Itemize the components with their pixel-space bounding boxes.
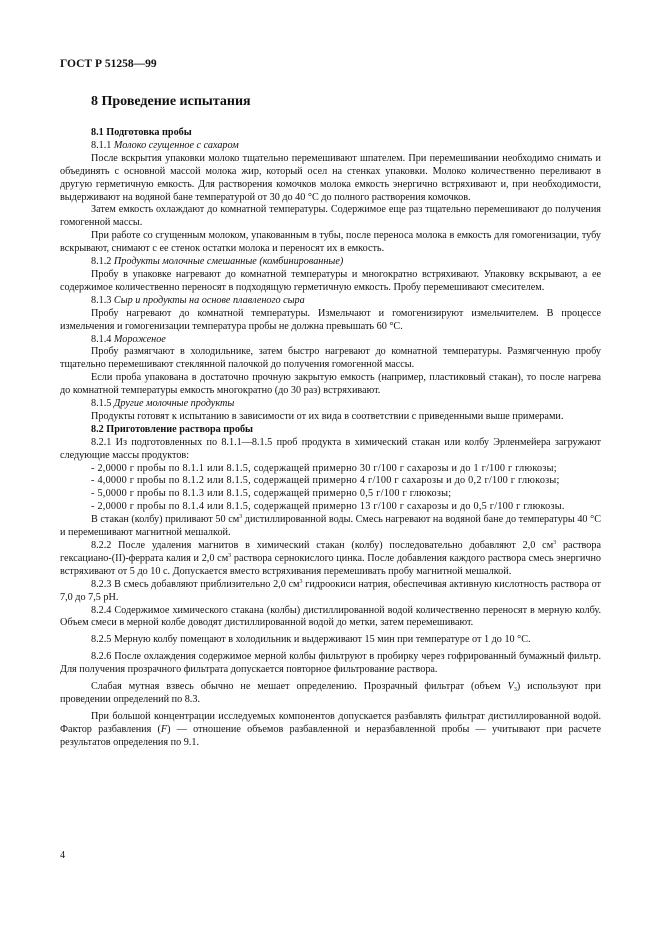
paragraph: При работе со сгущенным молоком, упакованным в тубы, после переноса молока в емкость для гомогенизации, тубу вскрывают, снимают с ее стенок остатки молока и переносят их в емкость. — [60, 230, 601, 255]
list-item: - 5,0000 г пробы по 8.1.3 или 8.1.5, содержащей примерно 0,5 г/100 г глюкозы; — [91, 488, 452, 500]
item-number: 8.1.3 — [91, 294, 114, 306]
paragraph: 8.2.5 Мерную колбу помещают в холодильник и выдерживают 15 мин при температуре от 1 до 10 °С. — [91, 634, 531, 646]
paragraph: После вскрытия упаковки молоко тщательно перемешивают шпателем. При перемешивании необходимо снимать и объединять с основной массой молока жир, который осел на стенках упаковки. Молоко количественно переливают в другую герметичную емкость. Для растворения комочков молока емкость энергично встряхивают и, при необходимости, выдерживают на водяной бане температурой от 30 до 40 °С до полного растворения комочков. — [60, 152, 601, 203]
paragraph: Затем емкость охлаждают до комнатной температуры. Содержимое еще раз тщательно перемешивают до получения гомогенной массы. — [60, 204, 601, 229]
paragraph: 8.2.2 После удаления магнитов в химический стакан (колбу) последовательно добавляют 2,0 $см^3$ раствора гексациано-(II)-феррата калия и 2,0 $см^3$ раствора сернокислого цинка. После добавления каждого раствора смесь энергично встряхивают от 5 до 10 с. Допускается вместо встряхивания перемешивать пробу магнитной мешалкой. — [60, 540, 601, 577]
subsection-heading-8-1: 8.1 Подготовка пробы — [91, 127, 192, 138]
item-number: 8.1.5 — [91, 398, 114, 410]
subsection-heading-8-2: 8.2 Приготовление раствора пробы — [91, 423, 253, 435]
item-title: Продукты молочные смешанные (комбинированные) — [113, 256, 344, 268]
item-heading-8-1-2 — [60, 256, 601, 269]
document-page — [60, 58, 601, 750]
item-heading-8-1-3 — [60, 295, 601, 308]
paragraph: В стакан (колбу) приливают 50 $см^3$ дистиллированной воды. Смесь нагревают на водяной бане до температуры 40 °С и перемешивают магнитной мешалкой. — [60, 514, 601, 539]
paragraph: Пробу в упаковке нагревают до комнатной температуры и многократно встряхивают. Упаковку вскрывают, а ее содержимое количественно переносят в подходящую герметичную емкость. Пробу перемешивают смесителем. — [60, 268, 601, 293]
item-title: Другие молочные продукты — [113, 398, 235, 410]
item-number: 8.1.2 — [91, 256, 114, 268]
paragraph: Если проба упакована в достаточно прочную закрытую емкость (например, пластиковый стакан), то после нагрева до комнатной температуры емкость многократно (до 30 раз) встряхивают. — [60, 372, 601, 397]
item-title: Мороженое — [113, 333, 166, 345]
list-item: - 2,0000 г пробы по 8.1.1 или 8.1.5, содержащей примерно 30 г/100 г сахарозы и до 1 г/100 г глюкозы; — [91, 462, 557, 474]
page-number: 4 — [60, 850, 66, 861]
paragraph: 8.2.3 В смесь добавляют приблизительно 2,0 $см^3$ гидроокиси натрия, обеспечивая активную кислотность раствора от 7,0 до 7,5 рН. — [60, 578, 601, 603]
paragraph: 8.2.1 Из подготовленных по 8.1.1—8.1.5 проб продукта в химический стакан или колбу Эрленмейера загружают следующие массы продуктов: — [60, 436, 601, 461]
list-item: - 2,0000 г пробы по 8.1.4 или 8.1.5, содержащей примерно 13 г/100 г сахарозы и до 0,5 г/100 г глюкозы. — [91, 501, 565, 513]
item-heading-8-1-5 — [60, 398, 601, 411]
section-title: 8 Проведение испытания — [91, 94, 251, 109]
item-number: 8.1.4 — [91, 333, 114, 345]
paragraph: Пробу нагревают до комнатной температуры. Измельчают и гомогенизируют измельчителем. В процессе измельчения и гомогенизации температура пробы не должна превышать 60 °С. — [60, 307, 601, 332]
paragraph: При большой концентрации исследуемых компонентов допускается разбавлять фильтрат дистиллированной водой. Фактор разбавления (F) — отношение объемов разбавленной и неразбавленной пробы — учитывают при расчете результатов определения по 9.1. — [60, 710, 601, 748]
item-title: Сыр и продукты на основе плавленого сыра — [113, 294, 305, 306]
item-title: Молоко сгущенное с сахаром — [113, 139, 239, 151]
document-code: ГОСТ Р 51258—99 — [60, 58, 157, 70]
paragraph: Продукты готовят к испытанию в зависимости от их вида в соответствии с приведенными выше примерами. — [91, 410, 564, 422]
paragraph: 8.2.6 После охлаждения содержимое мерной колбы фильтруют в пробирку через гофрированный бумажный фильтр. Для получения прозрачного фильтрата допускается повторное фильтрование раствора. — [60, 651, 601, 676]
paragraph: 8.2.4 Содержимое химического стакана (колбы) дистиллированной водой количественно переносят в мерную колбу. Объем смеси в мерной колбе доводят дистиллированной водой до метки, затем перемешивают. — [60, 604, 601, 629]
paragraph: Слабая мутная взвесь обычно не мешает определению. Прозрачный фильтрат (объем $V_3$) используют при проведении определений по 8.3. — [60, 681, 601, 705]
item-heading-8-1-4 — [60, 334, 601, 347]
item-heading-8-1-1 — [60, 140, 601, 153]
item-number: 8.1.1 — [91, 139, 114, 151]
paragraph: Пробу размягчают в холодильнике, затем быстро нагревают до комнатной температуры. Размягченную пробу тщательно перемешивают стеклянной палочкой до получения гомогенной массы. — [60, 346, 601, 371]
list-item: - 4,0000 г пробы по 8.1.2 или 8.1.5, содержащей примерно 4 г/100 г сахарозы и до 0,2 г/100 г глюкозы; — [91, 475, 560, 487]
